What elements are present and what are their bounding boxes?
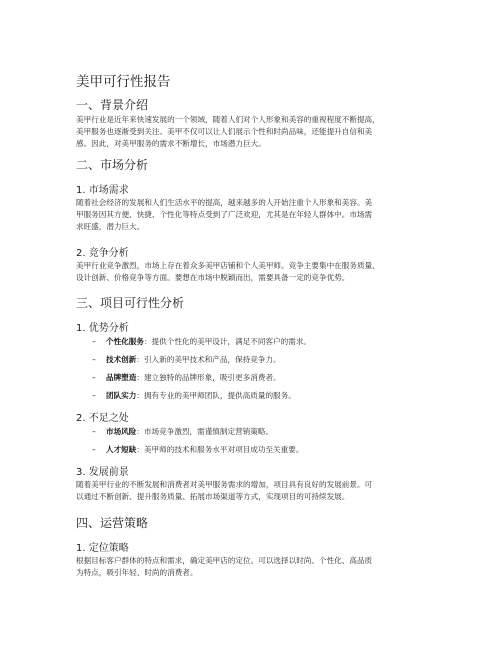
advantage-item (92, 354, 281, 365)
bullet-term: 团队实力 (106, 391, 137, 400)
subheading-shortcomings: 2. 不足之处 (76, 413, 129, 424)
paragraph-line: 以通过不断创新、提升服务质量、拓展市场渠道等方式，实现项目的可持续发展。 (76, 492, 350, 502)
shortcoming-item (92, 426, 273, 437)
bullet-text: ：提供个性化的美甲设计，满足不同客户的需求。 (143, 337, 312, 346)
paragraph-line: 为特点，吸引年轻、时尚的消费者。 (76, 568, 198, 578)
bullet-dash: – (92, 427, 96, 436)
bullet-term: 品牌塑造 (106, 373, 137, 382)
paragraph-line: 甲服务因其方便、快捷、个性化等特点受到了广泛欢迎，尤其是在年轻人群体中。市场需 (76, 210, 373, 220)
paragraph-line: 根据目标客户群体的特点和需求，确定美甲店的定位。可以选择以时尚、个性化、高品质 (76, 556, 373, 565)
paragraph-line: 美甲服务也逐渐受到关注。美甲不仅可以让人们展示个性和时尚品味，还能提升自信和美 (76, 127, 373, 137)
paragraph-line: 设计创新、价格竞争等方面。要想在市场中脱颖而出，需要具备一定的竞争优势。 (76, 273, 350, 283)
bullet-text: ：市场竞争激烈，需谨慎制定营销策略。 (136, 427, 274, 436)
competition-paragraph (76, 260, 428, 284)
bullet-text: ：美甲师的技术和服务水平对项目成功至关重要。 (136, 445, 304, 454)
paragraph-line: 随着社会经济的发展和人们生活水平的提高，越来越多的人开始注重个人形象和美容。美 (76, 198, 373, 207)
bullet-dash: – (92, 445, 96, 454)
subheading-competition: 2. 竞争分析 (76, 248, 129, 259)
section-heading-background: 一、背景介绍 (76, 98, 149, 112)
market-demand-paragraph (76, 197, 428, 234)
advantage-item (92, 336, 311, 347)
paragraph-line: 感。因此，对美甲服务的需求不断增长，市场潜力巨大。 (76, 139, 266, 149)
subheading-prospects: 3. 发展前景 (76, 467, 129, 478)
bullet-text: ：引入新的美甲技术和产品，保持竞争力。 (136, 355, 281, 364)
section-heading-market: 二、市场分析 (76, 158, 149, 172)
shortcoming-item (92, 444, 303, 455)
paragraph-line: 随着美甲行业的不断发展和消费者对美甲服务需求的增加，项目具有良好的发展前景。可 (76, 480, 373, 489)
positioning-paragraph (76, 555, 428, 579)
subheading-positioning: 1. 定位策略 (76, 543, 129, 554)
bullet-dash: – (92, 373, 96, 382)
advantage-item (92, 372, 281, 383)
paragraph-line: 美甲行业竞争激烈，市场上存在着众多美甲店铺和个人美甲师。竞争主要集中在服务质量、 (76, 261, 380, 270)
advantage-item (92, 390, 296, 401)
section-heading-feasibility: 三、项目可行性分析 (76, 296, 185, 310)
bullet-term: 市场风险 (106, 427, 137, 436)
bullet-term: 个性化服务 (106, 337, 144, 346)
bullet-text: ：拥有专业的美甲师团队，提供高质量的服务。 (136, 391, 296, 400)
bullet-term: 人才短缺 (106, 445, 137, 454)
section-heading-operations: 四、运营策略 (76, 516, 149, 530)
document-title: 美甲可行性报告 (76, 74, 171, 90)
bullet-dash: – (92, 391, 96, 400)
subheading-advantages: 1. 优势分析 (76, 323, 129, 334)
bullet-dash: – (92, 355, 96, 364)
bullet-text: ：建立独特的品牌形象，吸引更多消费者。 (136, 373, 281, 382)
background-paragraph (76, 114, 428, 151)
bullet-term: 技术创新 (106, 355, 137, 364)
prospects-paragraph (76, 479, 428, 503)
paragraph-line: 求旺盛，潜力巨大。 (76, 222, 145, 232)
bullet-dash: – (92, 337, 96, 346)
paragraph-line: 美甲行业是近年来快速发展的一个领域，随着人们对个人形象和美容的重视程度不断提高， (76, 115, 380, 124)
subheading-market-demand: 1. 市场需求 (76, 185, 129, 196)
